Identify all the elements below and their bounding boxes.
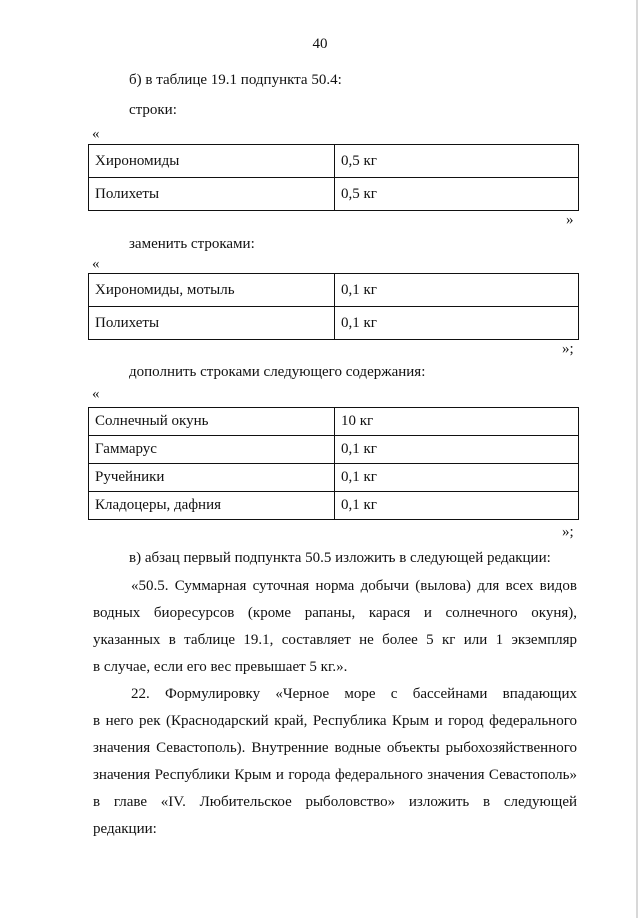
table-cell-name: Солнечный окунь — [89, 408, 335, 436]
table-cell-value: 0,1 кг — [335, 492, 579, 520]
table-cell-value: 0,1 кг — [335, 307, 579, 340]
replace-label: заменить строками: — [129, 236, 255, 252]
table-cell-value: 0,1 кг — [335, 436, 579, 464]
paragraph-22-line-5: в главе «IV. Любительское рыболовство» изложить в следующей — [93, 794, 577, 810]
paragraph-50-5-line-2: водных биоресурсов (кроме рапаны, карася и солнечного окуня), — [93, 605, 577, 621]
open-quote-2: « — [92, 256, 100, 272]
close-quote-2: »; — [562, 341, 574, 357]
intro-line-2: строки: — [129, 102, 177, 118]
table-old — [88, 144, 579, 211]
paragraph-22-line-4: значения Республики Крым и города федерального значения Севастополь» — [93, 767, 577, 783]
table-cell-name: Гаммарус — [89, 436, 335, 464]
paragraph-50-5-line-4: в случае, если его вес превышает 5 кг.». — [93, 659, 348, 675]
table-row — [89, 492, 579, 520]
close-quote-1: » — [566, 212, 574, 228]
table-cell-name: Полихеты — [89, 307, 335, 340]
table-cell-value: 10 кг — [335, 408, 579, 436]
supplement-label: дополнить строками следующего содержания: — [129, 364, 426, 380]
table-cell-name: Хирономиды — [89, 145, 335, 178]
table-cell-name: Полихеты — [89, 178, 335, 211]
table-cell-value: 0,1 кг — [335, 464, 579, 492]
table-row — [89, 145, 579, 178]
table-cell-value: 0,5 кг — [335, 145, 579, 178]
table-row — [89, 464, 579, 492]
paragraph-50-5-line-1: «50.5. Суммарная суточная норма добычи (вылова) для всех видов — [131, 578, 577, 594]
table-new — [88, 273, 579, 340]
paragraph-22-line-1: 22. Формулировку «Черное море с бассейнами впадающих — [131, 686, 577, 702]
open-quote-1: « — [92, 126, 100, 142]
scan-edge — [636, 0, 638, 918]
table-row — [89, 408, 579, 436]
paragraph-22-line-3: значения Севастополь). Внутренние водные объекты рыбохозяйственного — [93, 740, 577, 756]
open-quote-3: « — [92, 386, 100, 402]
paragraph-22-line-2: в него рек (Краснодарский край, Республика Крым и город федерального — [93, 713, 577, 729]
table-cell-name: Хирономиды, мотыль — [89, 274, 335, 307]
paragraph-22-line-6: редакции: — [93, 821, 157, 837]
table-row — [89, 274, 579, 307]
close-quote-3: »; — [562, 524, 574, 540]
table-row — [89, 307, 579, 340]
page-number: 40 — [312, 36, 328, 52]
paragraph-v: в) абзац первый подпункта 50.5 изложить в следующей редакции: — [129, 550, 551, 566]
table-cell-value: 0,5 кг — [335, 178, 579, 211]
table-row — [89, 178, 579, 211]
paragraph-50-5-line-3: указанных в таблице 19.1, составляет не более 5 кг или 1 экземпляр — [93, 632, 577, 648]
table-cell-name: Кладоцеры, дафния — [89, 492, 335, 520]
intro-line-1: б) в таблице 19.1 подпункта 50.4: — [129, 72, 342, 88]
table-cell-value: 0,1 кг — [335, 274, 579, 307]
table-cell-name: Ручейники — [89, 464, 335, 492]
table-row — [89, 436, 579, 464]
table-add — [88, 407, 579, 520]
